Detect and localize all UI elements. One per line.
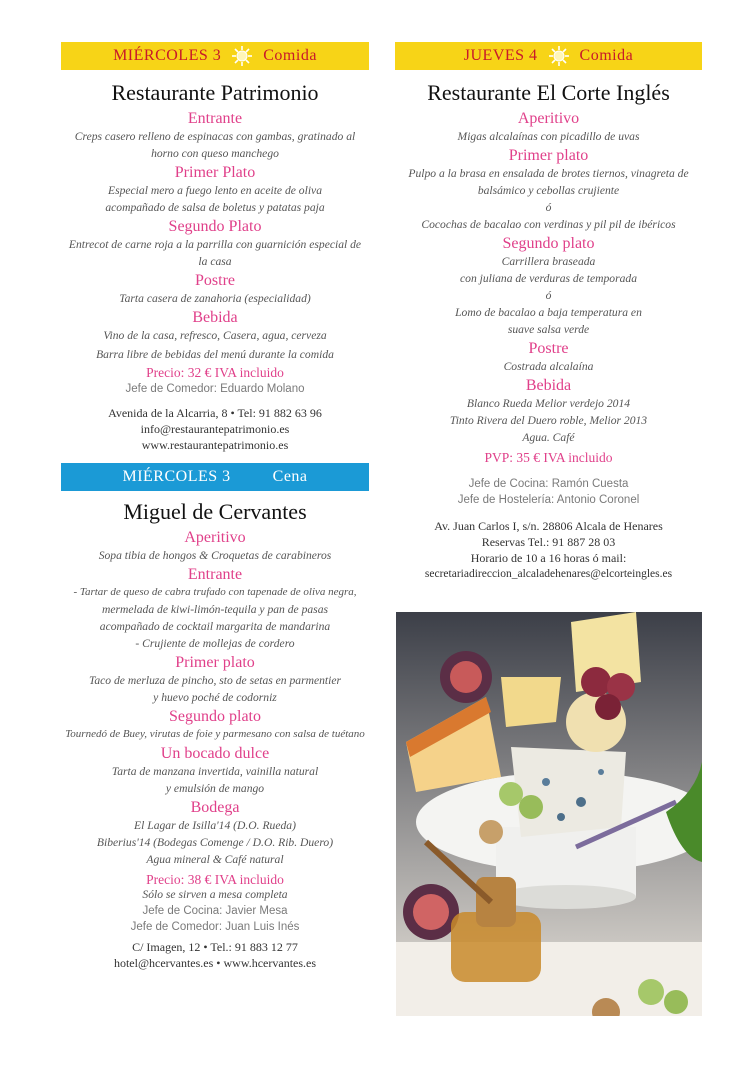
menu-section — [395, 110, 702, 145]
dish-line: Vino de la casa, refresco, Casera, agua, cerveza — [103, 329, 327, 342]
section-heading: Entrante — [187, 566, 243, 583]
dish-line: Carrillera braseada — [501, 255, 596, 268]
section-heading: Entrante — [187, 110, 243, 127]
dish-line: Lomo de bacalao a baja temperatura en — [455, 306, 642, 319]
section-heading: Bebida — [525, 377, 572, 394]
dish-line: - Crujiente de mollejas de cordero — [135, 637, 295, 650]
dish-line: El Lagar de Isilla'14 (D.O. Rueda) — [134, 819, 296, 832]
dish-line: Cocochas de bacalao con verdinas y pil pil de ibéricos — [421, 218, 676, 231]
dish-line: Tarta casera de zanahoria (especialidad) — [119, 292, 311, 305]
dish-line: Biberius'14 (Bodegas Comenge / D.O. Rib. Duero) — [96, 836, 334, 849]
contact-block — [61, 939, 369, 971]
dish-line: y emulsión de mango — [165, 782, 265, 795]
menu-section — [61, 745, 369, 797]
dish-line: Tinto Rivera del Duero roble, Melior 2013 — [449, 414, 648, 427]
staff-line: Jefe de Comedor: Eduardo Molano — [125, 383, 305, 395]
dish-line: con juliana de verduras de temporada — [460, 272, 637, 285]
menu-section — [61, 708, 369, 743]
menu-section — [395, 147, 702, 233]
menu-section — [61, 164, 369, 216]
menu-section — [61, 566, 369, 652]
dish-line: Blanco Rueda Melior verdejo 2014 — [466, 397, 631, 410]
staff-line: Jefe de Comedor: Juan Luis Inés — [130, 921, 300, 933]
restaurant-title: Restaurante Patrimonio — [111, 80, 319, 105]
dish-line: suave salsa verde — [507, 323, 590, 336]
right-column — [395, 42, 702, 582]
dish-line: acompañado de cocktail margarita de mandarina — [99, 620, 331, 633]
website-line: www.restaurantepatrimonio.es — [141, 438, 289, 452]
lunch-day-bar — [61, 42, 369, 70]
section-heading: Primer plato — [175, 654, 255, 671]
section-heading: Aperitivo — [517, 110, 580, 127]
lunch-day-label: JUEVES 4 — [463, 47, 538, 64]
address-line: Avenida de la Alcarria, 8 • Tel: 91 882 63 96 — [108, 406, 322, 420]
section-heading: Bodega — [190, 799, 240, 816]
staff-line: Jefe de Hostelería: Antonio Coronel — [457, 494, 640, 506]
dish-line: ó — [545, 201, 552, 214]
price-label: Precio: 38 € IVA incluido — [146, 872, 284, 887]
price-label: Precio: 32 € IVA incluido — [146, 365, 284, 380]
restaurant-title: Restaurante El Corte Inglés — [427, 80, 670, 105]
menu-section — [395, 377, 702, 446]
dish-line: balsámico y cebollas crujiente — [477, 184, 620, 197]
lunch-day-bar — [395, 42, 702, 70]
left-column — [61, 42, 369, 971]
dish-line: acompañado de salsa de boletus y patatas paja — [105, 201, 325, 214]
restaurant-title: Miguel de Cervantes — [123, 499, 307, 524]
dish-line: la casa — [198, 255, 232, 268]
menu-section — [61, 654, 369, 706]
dinner-meal-label: Cena — [272, 468, 308, 485]
dish-line: Taco de merluza de pincho, sto de setas en parmentier — [88, 674, 342, 687]
dish-line: Creps casero relleno de espinacas con gambas, gratinado al — [74, 130, 356, 143]
section-heading: Segundo plato — [502, 235, 595, 252]
dish-line: Tarta de manzana invertida, vainilla natural — [111, 765, 319, 778]
hours-line: Horario de 10 a 16 horas ó mail: — [470, 551, 627, 565]
menu-section — [61, 110, 369, 162]
price-note: Sólo se sirven a mesa completa — [142, 888, 288, 901]
dish-line: Agua. Café — [522, 431, 575, 444]
address-line: C/ Imagen, 12 • Tel.: 91 883 12 77 — [132, 940, 298, 954]
address-line: Av. Juan Carlos I, s/n. 28806 Alcala de Henares — [434, 519, 663, 533]
cheese-platter-photo — [396, 612, 702, 1016]
section-heading: Aperitivo — [184, 529, 246, 546]
menu-section — [61, 218, 369, 270]
section-heading: Postre — [195, 272, 235, 289]
contact-block — [61, 405, 369, 453]
menu-section — [61, 309, 369, 344]
lunch-meal-label: Comida — [579, 47, 634, 64]
dish-line: Pulpo a la brasa en ensalada de brotes tiernos, vinagreta de — [408, 167, 689, 180]
section-heading: Bebida — [192, 309, 238, 326]
menu-section — [395, 235, 702, 338]
crescent-moon-icon — [241, 466, 263, 488]
email-web-line: hotel@hcervantes.es • www.hcervantes.es — [113, 956, 317, 970]
staff-line: Jefe de Cocina: Javier Mesa — [142, 905, 288, 917]
dish-line: ó — [545, 289, 552, 302]
contact-block — [395, 518, 702, 582]
email-line: info@restaurantepatrimonio.es — [140, 422, 290, 436]
sun-icon — [231, 45, 253, 67]
sun-icon — [548, 45, 570, 67]
menu-section — [61, 799, 369, 868]
dish-line: Tournedó de Buey, virutas de foie y parmesano con salsa de tuétano — [65, 728, 365, 740]
lunch-day-label: MIÉRCOLES 3 — [113, 47, 222, 64]
section-heading: Primer Plato — [174, 164, 256, 181]
section-heading: Primer plato — [508, 147, 589, 164]
section-heading: Segundo Plato — [168, 218, 262, 235]
staff-line: Jefe de Cocina: Ramón Cuesta — [468, 478, 629, 490]
email-line: secretariadireccion_alcaladehenares@elcorteingles.es — [424, 568, 673, 580]
price-label: PVP: 35 € IVA incluido — [484, 450, 613, 465]
section-heading: Postre — [528, 340, 569, 357]
dish-line: Costrada alcalaína — [503, 360, 594, 373]
dish-line: Entrecot de carne roja a la parrilla con guarnición especial de — [68, 238, 362, 251]
lunch-meal-label: Comida — [263, 47, 317, 64]
phone-line: Reservas Tel.: 91 887 28 03 — [481, 535, 616, 549]
dinner-day-bar — [61, 463, 369, 491]
dish-line: horno con queso manchego — [151, 147, 279, 160]
section-heading: Segundo plato — [169, 708, 261, 725]
section-heading: Un bocado dulce — [160, 745, 270, 762]
menu-section — [395, 340, 702, 375]
dish-line: y huevo poché de codorniz — [153, 691, 277, 704]
dinner-day-label: MIÉRCOLES 3 — [122, 468, 231, 485]
dish-line: Especial mero a fuego lento en aceite de oliva — [108, 184, 322, 197]
dish-line: mermelada de kiwi-limón-tequila y pan de pasas — [101, 603, 329, 616]
dish-line: Migas alcalaínas con picadillo de uvas — [457, 130, 640, 143]
dish-line: Agua mineral & Café natural — [146, 853, 284, 866]
dish-line: - Tartar de queso de cabra trufado con tapenade de oliva negra, — [73, 586, 357, 598]
dish-line: Sopa tibia de hongos & Croquetas de carabineros — [98, 549, 332, 562]
menu-section — [61, 272, 369, 307]
menu-section — [61, 529, 369, 564]
drinks-note: Barra libre de bebidas del menú durante la comida — [96, 348, 334, 361]
